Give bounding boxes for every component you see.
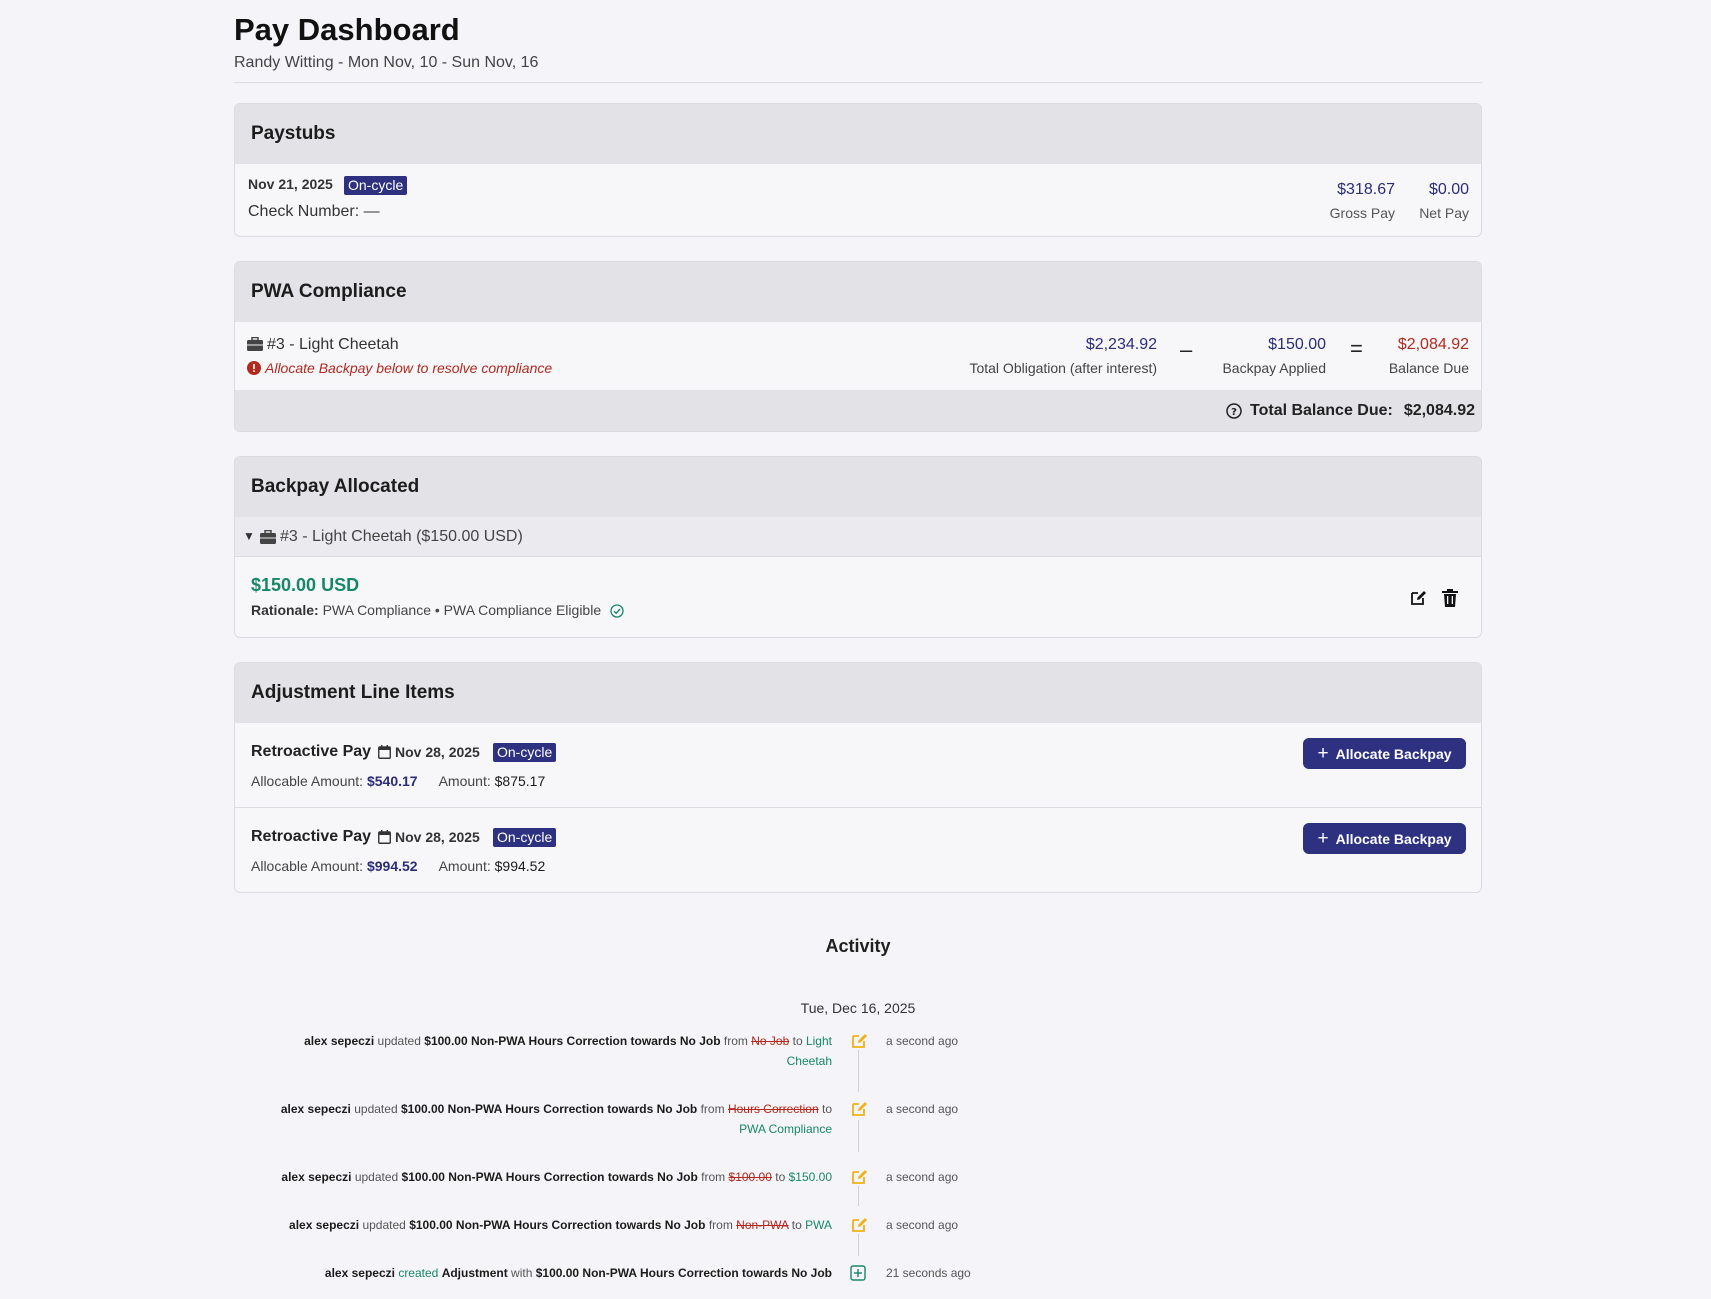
adjustment-line-items-card [234, 662, 1482, 893]
activity-date: Tue, Dec 16, 2025 [800, 1000, 916, 1016]
pwa-job-name: #3 - Light Cheetah [267, 336, 399, 353]
rationale-value: PWA Compliance • PWA Compliance Eligible [322, 602, 602, 618]
adjustment-date: Nov 28, 2025 [395, 744, 480, 760]
page-title: Pay Dashboard [234, 12, 460, 47]
paystub-check-number: Check Number: — [248, 203, 380, 220]
total-obligation-value: $2,234.92 [1085, 336, 1157, 353]
calendar-icon [378, 745, 391, 759]
timeline-line [858, 1186, 859, 1206]
timeline-line [858, 1234, 859, 1256]
adjustment-cycle-badge: On-cycle [493, 828, 556, 847]
total-balance-bar [235, 390, 1482, 432]
activity-entry-text: alex sepeczi created Adjustment with $100.00 Non-PWA Hours Correction towards No Job [324, 1266, 832, 1280]
plus-icon: + [1317, 828, 1329, 849]
backpay-allocated-title: Backpay Allocated [235, 457, 1481, 517]
activity-time: a second ago [886, 1034, 959, 1048]
adjustment-cycle-badge: On-cycle [493, 743, 556, 762]
alert-icon [247, 361, 261, 375]
backpay-group-header[interactable] [235, 517, 1482, 557]
activity-title: Activity [825, 936, 891, 956]
help-icon[interactable] [1226, 403, 1242, 419]
allocate-backpay-button[interactable]: + Allocate Backpay [1303, 823, 1466, 854]
backpay-rationale [251, 602, 601, 618]
page-subtitle: Randy Witting - Mon Nov, 10 - Sun Nov, 16 [234, 54, 539, 71]
timeline-line [858, 1050, 859, 1092]
total-balance-label: Total Balance Due: [1250, 402, 1393, 419]
calendar-icon [378, 830, 391, 844]
allocable-amount-label: Allocable Amount: [251, 773, 364, 789]
backpay-applied-label: Backpay Applied [1222, 360, 1326, 376]
edit-icon[interactable] [1409, 589, 1427, 607]
pwa-warning-text: Allocate Backpay below to resolve compliance [265, 360, 553, 376]
header-divider [234, 82, 1482, 83]
activity-entry-text: alex sepeczi updated $100.00 Non-PWA Hours Correction towards No Job from No Job to Light Cheetah [304, 1034, 832, 1068]
paystubs-card [234, 103, 1482, 237]
adjustment-amounts [251, 773, 545, 789]
activity-entry-text: alex sepeczi updated $100.00 Non-PWA Hours Correction towards No Job from $100.00 to $150.00 [281, 1170, 832, 1184]
adjustment-date: Nov 28, 2025 [395, 829, 480, 845]
backpay-amount: $150.00 USD [251, 575, 360, 595]
adjustment-row [235, 723, 1482, 808]
disclosure-triangle-icon[interactable]: ▼ [243, 529, 255, 543]
paystub-date: Nov 21, 2025 [248, 176, 333, 192]
pwa-compliance-title: PWA Compliance [235, 262, 1481, 322]
page [234, 0, 1482, 1280]
edit-icon [850, 1100, 868, 1118]
amount-label: Amount: [438, 773, 491, 789]
activity-entry-text: alex sepeczi updated $100.00 Non-PWA Hours Correction towards No Job from Hours Correction to PWA Compliance [280, 1102, 832, 1136]
balance-due-label: Balance Due [1388, 360, 1469, 376]
briefcase-icon [260, 530, 276, 544]
amount-value: $875.17 [494, 773, 546, 789]
gross-pay-value: $318.67 [1337, 181, 1395, 198]
pwa-compliance-card [234, 261, 1482, 432]
edit-icon [850, 1032, 868, 1050]
adjustment-name: Retroactive Pay [251, 828, 372, 845]
check-circle-icon [610, 604, 624, 618]
total-obligation-label: Total Obligation (after interest) [969, 360, 1157, 376]
allocable-amount-value: $540.17 [366, 773, 418, 789]
activity-time: a second ago [886, 1102, 959, 1116]
activity-time: 21 seconds ago [886, 1266, 971, 1280]
amount-value: $994.52 [494, 858, 546, 874]
plus-square-icon [850, 1265, 868, 1283]
paystub-cycle-badge: On-cycle [344, 176, 407, 195]
allocable-amount-label: Allocable Amount: [251, 858, 364, 874]
trash-icon[interactable] [1442, 589, 1458, 607]
edit-icon [850, 1216, 868, 1234]
total-balance-value: $2,084.92 [1403, 402, 1475, 419]
plus-icon: + [1317, 743, 1329, 764]
briefcase-icon [247, 337, 263, 351]
net-pay-label: Net Pay [1419, 205, 1469, 221]
adjustment-amounts [251, 858, 545, 874]
activity-time: a second ago [886, 1218, 959, 1232]
timeline-line [858, 1120, 859, 1152]
activity-time: a second ago [886, 1170, 959, 1184]
backpay-allocated-card [234, 456, 1482, 638]
equals-sign: = [1350, 336, 1363, 361]
net-pay-value: $0.00 [1428, 181, 1469, 198]
allocable-amount-value: $994.52 [366, 858, 418, 874]
rationale-label: Rationale: [251, 602, 319, 618]
activity-entry-text: alex sepeczi updated $100.00 Non-PWA Hours Correction towards No Job from Non-PWA to PWA [289, 1218, 832, 1232]
edit-icon [850, 1168, 868, 1186]
balance-due-value: $2,084.92 [1397, 336, 1469, 353]
backpay-applied-value: $150.00 [1268, 336, 1326, 353]
amount-label: Amount: [438, 858, 491, 874]
paystubs-title: Paystubs [235, 104, 1481, 164]
backpay-group-label: #3 - Light Cheetah ($150.00 USD) [280, 528, 523, 545]
gross-pay-label: Gross Pay [1329, 205, 1395, 221]
adjustment-name: Retroactive Pay [251, 743, 372, 760]
minus-sign: – [1180, 337, 1193, 362]
allocate-backpay-button[interactable]: + Allocate Backpay [1303, 738, 1466, 769]
svg-text:?: ? [1231, 407, 1237, 418]
adjustment-row [235, 809, 1482, 893]
adjustment-line-items-title: Adjustment Line Items [235, 663, 1481, 723]
